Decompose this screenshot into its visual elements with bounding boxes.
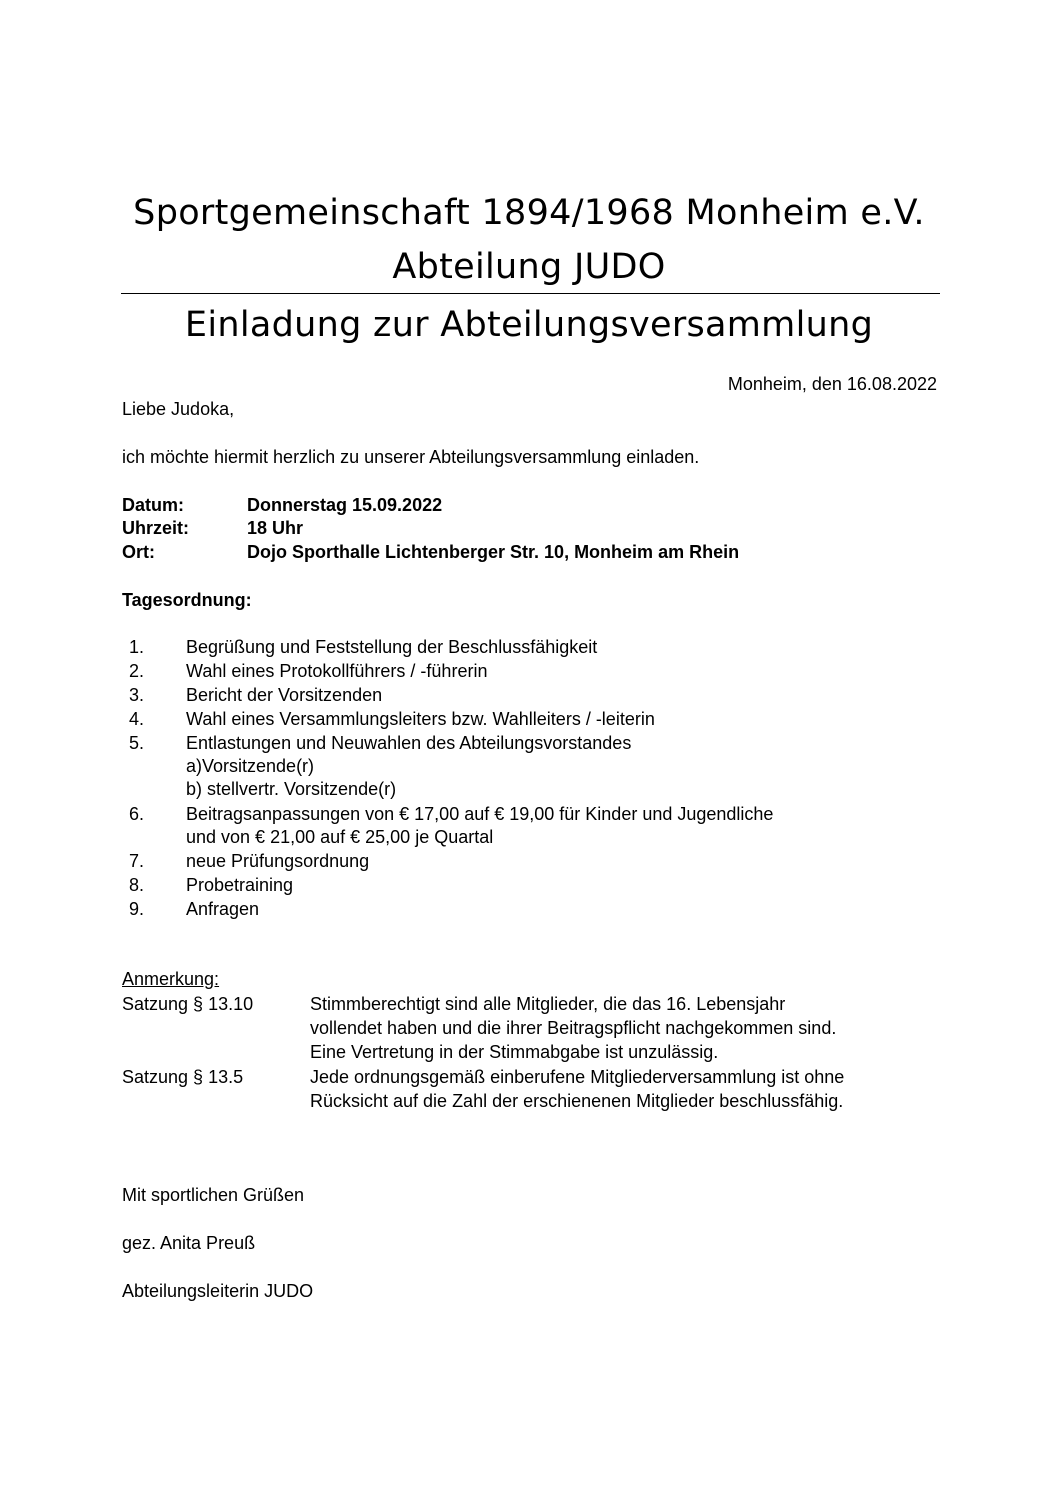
agenda-item: Beitragsanpassungen von € 17,00 auf € 19,00 für Kinder und Jugendliche (186, 804, 774, 824)
agenda-item: Bericht der Vorsitzenden (186, 685, 383, 705)
agenda-item-continued: und von € 21,00 auf € 25,00 je Quartal (186, 827, 494, 847)
signer-role: Abteilungsleiterin JUDO (122, 1281, 314, 1301)
note-text: Eine Vertretung in der Stimmabgabe ist unzulässig. (310, 1042, 719, 1062)
org-title: Sportgemeinschaft 1894/1968 Monheim e.V. (133, 193, 925, 233)
note-text: Jede ordnungsgemäß einberufene Mitgliederversammlung ist ohne (310, 1067, 845, 1087)
detail-value: Dojo Sporthalle Lichtenberger Str. 10, Monheim am Rhein (247, 542, 740, 562)
agenda-number: 7. (129, 851, 145, 871)
page-title: Einladung zur Abteilungsversammlung (184, 305, 874, 345)
agenda-number: 6. (129, 804, 145, 824)
agenda-item: Anfragen (186, 899, 260, 919)
agenda-item: Entlastungen und Neuwahlen des Abteilungsvorstandes (186, 733, 632, 753)
header-divider (121, 293, 940, 294)
detail-label: Uhrzeit: (122, 518, 189, 538)
greeting: Liebe Judoka, (122, 399, 235, 419)
closing-text: Mit sportlichen Grüßen (122, 1185, 305, 1205)
agenda-item: Wahl eines Protokollführers / -führerin (186, 661, 488, 681)
agenda-number: 8. (129, 875, 145, 895)
agenda-item: Probetraining (186, 875, 294, 895)
note-reference: Satzung § 13.10 (122, 994, 254, 1014)
agenda-subitem: a)Vorsitzende(r) (186, 756, 315, 776)
agenda-item: Begrüßung und Feststellung der Beschlussfähigkeit (186, 637, 598, 657)
note-text: Rücksicht auf die Zahl der erschienenen Mitglieder beschlussfähig. (310, 1091, 844, 1111)
note-text: Stimmberechtigt sind alle Mitglieder, die das 16. Lebensjahr (310, 994, 786, 1014)
agenda-number: 4. (129, 709, 145, 729)
agenda-number: 9. (129, 899, 145, 919)
signature: gez. Anita Preuß (122, 1233, 256, 1253)
note-text: vollendet haben und die ihrer Beitragspflicht nachgekommen sind. (310, 1018, 837, 1038)
detail-value: 18 Uhr (247, 518, 304, 538)
agenda-number: 1. (129, 637, 145, 657)
agenda-subitem: b) stellvertr. Vorsitzende(r) (186, 779, 397, 799)
agenda-item: Wahl eines Versammlungsleiters bzw. Wahlleiters / -leiterin (186, 709, 655, 729)
intro-text: ich möchte hiermit herzlich zu unserer Abteilungsversammlung einladen. (122, 447, 700, 467)
agenda-number: 3. (129, 685, 145, 705)
detail-label: Datum: (122, 495, 184, 515)
agenda-item: neue Prüfungsordnung (186, 851, 370, 871)
notes-heading: Anmerkung: (122, 969, 220, 989)
agenda-number: 2. (129, 661, 145, 681)
detail-value: Donnerstag 15.09.2022 (247, 495, 443, 515)
date-line: Monheim, den 16.08.2022 (727, 374, 937, 394)
agenda-number: 5. (129, 733, 145, 753)
detail-label: Ort: (122, 542, 155, 562)
note-reference: Satzung § 13.5 (122, 1067, 244, 1087)
agenda-heading: Tagesordnung: (122, 590, 252, 610)
department-title: Abteilung JUDO (392, 247, 666, 287)
